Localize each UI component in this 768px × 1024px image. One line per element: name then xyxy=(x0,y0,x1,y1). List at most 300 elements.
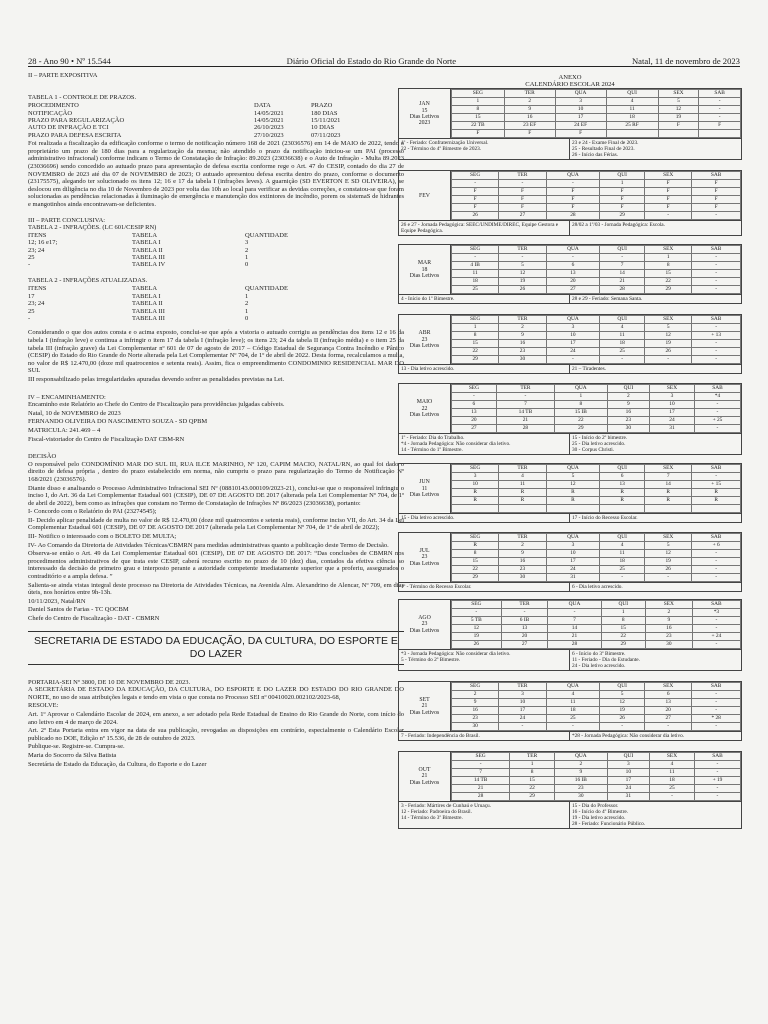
table-cell: 0 xyxy=(245,261,249,269)
day-cell: 4 IB xyxy=(452,262,499,270)
month-notes xyxy=(398,434,742,455)
weekday-cell: QUI xyxy=(606,90,658,98)
weekday-cell: SAB xyxy=(692,683,741,691)
table-cell: TABELA III xyxy=(132,315,165,322)
table-cell: 07/11/2023 xyxy=(311,131,341,139)
day-cell: R xyxy=(645,497,692,505)
day-cell: - xyxy=(499,254,546,262)
day-cell: 18 xyxy=(546,707,600,715)
note-line: 14 - Término do 1º Bimestre. xyxy=(401,447,463,454)
day-cell: R xyxy=(452,489,499,497)
month-label xyxy=(399,245,451,294)
day-cell: - xyxy=(546,254,600,262)
day-cell: 12 xyxy=(499,270,546,278)
day-cell: 13 xyxy=(600,481,645,489)
note-line: 19 - Dia letivo acrescido. xyxy=(572,815,626,821)
day-cell: 11 xyxy=(546,699,600,707)
day-cell: 23 xyxy=(499,348,546,356)
ordinance-line: Maria do Socorro da Silva Batista xyxy=(28,751,117,759)
weekday-cell: SAB xyxy=(694,753,740,761)
weekday-cell: SEX xyxy=(658,90,699,98)
day-cell: 4 xyxy=(600,542,645,550)
note-line: 24 - Dia letivo acrescido. xyxy=(572,663,626,669)
day-cell: 17 xyxy=(607,777,649,785)
weekday-cell: QUI xyxy=(600,246,645,254)
day-cell: - xyxy=(692,286,741,294)
day-cell: 8 xyxy=(601,617,645,625)
table-cell: 2 xyxy=(245,246,249,254)
section-heading: III – PARTE CONCLUSIVA: xyxy=(28,216,106,224)
week-row xyxy=(452,425,741,433)
day-cell: R xyxy=(692,497,741,505)
table-cell: 14/05/2021 xyxy=(254,117,284,124)
month-info: Dias Letivos xyxy=(409,343,440,350)
table-cell: TABELA I xyxy=(132,292,161,300)
week-row xyxy=(452,707,741,715)
weekday-cell: TER xyxy=(504,90,555,98)
week-row xyxy=(452,769,741,777)
day-cell: 14 TB xyxy=(452,777,510,785)
weekday-cell: QUA xyxy=(546,246,600,254)
notes-left xyxy=(399,514,570,522)
table-cell: TABELA II xyxy=(132,300,163,308)
day-cell: 1 xyxy=(452,98,505,106)
note-line: 1º - Término do Recesso Escolar. xyxy=(401,584,472,590)
note-line: 6 - Início do 3º Bimestre. xyxy=(572,651,626,657)
table-cell: 17 xyxy=(28,292,35,300)
note-line: 25 - Resultado Final de 2023. xyxy=(572,146,635,153)
day-cell: 11 xyxy=(452,270,499,278)
month-grid xyxy=(451,752,741,801)
day-cell: 25 xyxy=(600,348,645,356)
week-row xyxy=(452,254,741,262)
month-label xyxy=(399,752,451,801)
note-line: 12 - Feriado: Padroeira do Brasil. xyxy=(401,809,472,815)
day-cell: - xyxy=(694,793,740,801)
day-cell xyxy=(692,505,741,513)
month-info: 11 xyxy=(421,485,428,492)
day-cell: - xyxy=(692,641,740,649)
note-line: 23 e 24 - Exame Final de 2023. xyxy=(572,140,639,147)
day-cell: 16 xyxy=(504,114,555,122)
table-row xyxy=(28,239,345,246)
weekday-cell: TER xyxy=(499,534,546,542)
month-info: Dias Letivos xyxy=(409,412,440,419)
month-label xyxy=(399,315,451,364)
day-cell xyxy=(546,505,600,513)
table-cell: TABELA IV xyxy=(132,261,166,269)
day-cell: 22 xyxy=(601,633,645,641)
day-cell: F xyxy=(692,188,741,196)
note-line: 26 e 27 - Jornada Pedagógica: SEEC/UNDIME/DIREC, Equipe Gestora e Equipe Pedagógica. xyxy=(401,222,559,235)
report-paragraph: Foi realizada a fiscalização da edificação conforme o termo de notificação número 168 de 2021 (23036576) em 14 de MAIO de 2022, tendo o proprietário um prazo de 180 dias para a regularização da mesma; não atendido o prazo da notificação iniciou-se um PAI (processo administrativo infracional) conforme indicam o Termo de Constatação de Infração: 89.2023 (23036638) e o Auto de Infração - Multa 89.2023 (23036696) sendo concedido ao autuado prazo para apresentação de defesa escrita conforme rege o Art. 47 do CESIP, contado do dia 27 de NOVEMBRO de 2023 até dia 07 de NOVEMBRO de 2023; O autuado apresentou defesa escrita dentro do prazo, conforme o documento (23175575), alegando ter solucionado os itens 12; 16 e 17 da tabela I (infrações leves). A guarnição (SD EVERTON E SD OLIVEIRA), se deslocou em diligência no dia 10 de Novembro de 2023 por volta das 10h ao local para verificar as devidas correções, e constatou-se que foram solucionadas as pendências relacionadas à iluminação de emergência e manutenção dos extintores de incêndio, porem os sistemaS de hidrantes e mangotinhos ainda encontravam-se deficientes. xyxy=(28,140,404,208)
day-cell: - xyxy=(452,761,510,769)
day-cell: 10 xyxy=(499,699,546,707)
table-row xyxy=(28,315,345,322)
notes-right xyxy=(570,514,741,522)
weekday-cell: SEG xyxy=(452,534,499,542)
month-name: MAIO xyxy=(416,399,433,406)
day-cell: 25 RF xyxy=(606,122,658,130)
notes-left xyxy=(399,802,570,828)
forwarding-line: MATRICULA: 241.469 – 4 xyxy=(28,426,101,434)
month-notes xyxy=(398,732,742,741)
day-cell: 26 xyxy=(645,348,692,356)
table-header-cell: TABELA xyxy=(132,285,158,293)
table-cell: NOTIFICAÇÃO xyxy=(28,109,73,117)
day-cell: 23 xyxy=(555,785,608,793)
day-cell: - xyxy=(692,356,741,364)
day-cell: 6 IB xyxy=(501,617,548,625)
week-row xyxy=(452,723,741,731)
weekday-cell: TER xyxy=(499,316,546,324)
day-cell: 23 xyxy=(607,417,649,425)
table-row xyxy=(28,254,345,261)
notes-left xyxy=(399,434,570,454)
day-cell: 4 xyxy=(546,691,600,699)
month-name: JUN xyxy=(419,479,430,486)
day-cell: - xyxy=(692,348,741,356)
table-header-cell: QUANTIDADE xyxy=(245,285,288,293)
day-cell xyxy=(499,505,546,513)
day-cell: 29 xyxy=(601,641,645,649)
day-cell: 15 xyxy=(510,777,555,785)
day-cell: 2 xyxy=(504,98,555,106)
decision-line: Observa-se então o Art. 49 da Lei Complementar Estadual 601 (CESIP), DE 07 DE AGOSTO DE 2017: “Das conclusões de CBMRN nos procedimentos administrativos de que trata este CESIP, caberá recurso escrito no prazo de 10 (dez) dias, contados da efetiva ciência ao interessado da decisão de primeiro grau e interposto perante a autoridade competente imediatamente superior que a proferiu, assegurados o contraditório e a ampla defesa. ” xyxy=(28,550,404,581)
day-cell: - xyxy=(546,356,600,364)
day-cell: F xyxy=(555,130,606,138)
table-cell: PRAZO PARA DEFESA ESCRITA xyxy=(28,131,122,139)
day-cell: 7 xyxy=(600,262,645,270)
weekday-cell: SAB xyxy=(692,601,740,609)
notes-right xyxy=(570,583,741,591)
calendar-month-block xyxy=(398,170,742,236)
day-cell: 13 xyxy=(645,699,692,707)
calendar-month xyxy=(398,88,742,139)
month-label xyxy=(399,682,451,731)
day-cell: F xyxy=(452,188,499,196)
day-cell: 11 xyxy=(606,106,658,114)
day-cell: 29 xyxy=(645,286,692,294)
table1-title: TABELA 1 - CONTROLE DE PRAZOS. xyxy=(28,93,137,101)
day-cell: 20 xyxy=(546,278,600,286)
week-row xyxy=(452,609,741,617)
day-cell: 2 xyxy=(645,609,692,617)
weekday-cell: QUI xyxy=(601,601,645,609)
table-cell: 10 DIAS xyxy=(311,124,335,132)
day-cell: 10 xyxy=(546,550,600,558)
day-cell: 9 xyxy=(504,106,555,114)
conclusion-paragraph: Considerando o que dos autos consta e o acima exposto, conclui-se que após a vistoria o autuado corrigiu as pendências dos itens 12 e 16 da tabela I (infração leve) e continua a infringir o item 17 da tabela I (infração leve); os itens 23; 24 da tabela II (infração média) e o item 25 da tabela III (infração grave) da Lei Complementar nº 601 de 07 de agosto de 2017 – Código Estadual de Segurança Contra Incêndio e Pânico (CESIP) do Estado do Rio Grande do Norte alterada pela Lei Complementar Nº 704, de 1º de abril de 2022. Desta forma, recalculamos a multa, no valor de R$ 12.470,00 (doze mil quatrocentos e setenta reais). Assim, fica o empreendimento CONDOMINIO RESIDENCIAL MAR DO SUL xyxy=(28,329,404,375)
day-cell: 6 xyxy=(600,473,645,481)
day-cell: 15 xyxy=(452,340,499,348)
month-label xyxy=(399,533,451,582)
updated-infractions-table xyxy=(28,285,345,322)
day-cell: 19 xyxy=(658,114,699,122)
day-cell: 5 TB xyxy=(452,617,502,625)
week-row xyxy=(452,409,741,417)
day-cell: 19 xyxy=(452,633,502,641)
day-cell: - xyxy=(694,409,740,417)
day-cell: 10 xyxy=(650,401,695,409)
day-cell: 10 xyxy=(452,481,499,489)
week-row xyxy=(452,262,741,270)
day-cell: 11 xyxy=(600,332,645,340)
table-cell: 2 xyxy=(245,300,249,308)
month-name: AGO xyxy=(418,615,431,622)
day-cell: 26 xyxy=(645,566,692,574)
day-cell: 25 xyxy=(546,715,600,723)
day-cell: + 25 xyxy=(694,417,740,425)
day-cell: 20 xyxy=(452,417,497,425)
day-cell: 15 xyxy=(452,558,499,566)
table-cell: 1 xyxy=(245,307,249,315)
month-grid xyxy=(451,600,741,649)
day-cell: 15 IB xyxy=(555,409,608,417)
weekday-cell: SEG xyxy=(452,246,499,254)
weekday-row xyxy=(452,172,741,180)
day-cell: 22 xyxy=(510,785,555,793)
week-row xyxy=(452,715,741,723)
day-cell: - xyxy=(645,574,692,582)
table-header-row xyxy=(28,232,345,239)
month-name: FEV xyxy=(419,192,430,199)
day-cell: - xyxy=(699,114,741,122)
day-cell: 7 xyxy=(496,401,554,409)
day-cell: - xyxy=(692,617,740,625)
month-grid xyxy=(451,89,741,138)
conclusion-paragraph-2: III responsabilizado pelas irregularidades apuradas devendo sofrer as penalidades previstas na Lei. xyxy=(28,375,285,383)
day-cell xyxy=(658,130,699,138)
day-cell: 3 xyxy=(499,691,546,699)
day-cell: 9 xyxy=(607,401,649,409)
calendar-month xyxy=(398,599,742,650)
section-heading: II – PARTE EXPOSITIVA xyxy=(28,72,98,79)
day-cell: 10 xyxy=(555,106,606,114)
day-cell: - xyxy=(645,723,692,731)
day-cell: 22 xyxy=(555,417,608,425)
table3-title: TABELA 2 - INFRAÇÕES ATUALIZADAS. xyxy=(28,276,148,284)
day-cell: 5 xyxy=(645,542,692,550)
month-info: 22 xyxy=(421,405,428,412)
weekday-cell: TER xyxy=(501,601,548,609)
month-grid xyxy=(451,245,741,294)
day-cell: - xyxy=(692,625,740,633)
week-row xyxy=(452,574,741,582)
month-info: 18 xyxy=(421,266,428,273)
day-cell: 13 xyxy=(546,270,600,278)
weekday-cell: SEX xyxy=(645,172,692,180)
decision-line: Salienta-se ainda vistas integral deste processo na Diretoria de Atividades Técnicas, na Avenida Alm. Alexandrino de Alencar, Nº 709, em dias úteis, nos horários entre 9h-13h. xyxy=(28,581,404,597)
week-row xyxy=(452,196,741,204)
month-name: SET xyxy=(419,697,430,704)
weekday-cell: QUI xyxy=(600,316,645,324)
table-cell: 23; 24 xyxy=(28,300,45,308)
day-cell: 8 xyxy=(452,106,505,114)
day-cell: R xyxy=(600,489,645,497)
ordinance-block xyxy=(28,686,404,768)
week-row xyxy=(452,340,741,348)
weekday-cell: QUI xyxy=(607,753,649,761)
day-cell: F xyxy=(499,188,546,196)
day-cell: 24 xyxy=(607,785,649,793)
table-cell: 14/05/2021 xyxy=(254,109,284,117)
day-cell: 28 xyxy=(496,425,554,433)
day-cell: 8 xyxy=(645,262,692,270)
forwarding-line: FERNANDO OLIVEIRA DO NASCIMENTO SOUZA - SD QPBM xyxy=(28,418,208,426)
day-cell: F xyxy=(452,130,505,138)
note-line: 28 - Feriado: Funcionário Público. xyxy=(572,821,646,827)
table-row xyxy=(28,293,345,300)
calendar-month xyxy=(398,314,742,365)
day-cell: 2 xyxy=(555,761,608,769)
day-cell: 8 xyxy=(555,401,608,409)
day-cell xyxy=(645,505,692,513)
notes-right xyxy=(570,221,741,235)
table-header-row xyxy=(28,102,371,109)
week-row xyxy=(452,617,741,625)
weekday-cell: QUA xyxy=(555,90,606,98)
table-row xyxy=(28,132,371,139)
decision-block xyxy=(28,461,404,623)
calendar-month xyxy=(398,244,742,295)
weekday-cell: QUA xyxy=(555,385,608,393)
ordinance-line: Secretária de Estado da Educação, da Cultura, do Esporte e do Lazer xyxy=(28,760,207,768)
day-cell: F xyxy=(546,188,600,196)
day-cell: 14 xyxy=(600,270,645,278)
weekday-cell: SEG xyxy=(452,753,510,761)
day-cell: *4 xyxy=(694,393,740,401)
day-cell: - xyxy=(692,212,741,220)
day-cell: 16 xyxy=(645,625,692,633)
table-cell: 25 xyxy=(28,253,35,261)
day-cell: - xyxy=(546,723,600,731)
decision-line: III- Notifico o interessado com o BOLETO DE MULTA; xyxy=(28,533,177,541)
weekday-cell: QUI xyxy=(600,683,645,691)
weekday-cell: TER xyxy=(499,683,546,691)
day-cell: 20 xyxy=(501,633,548,641)
decision-line: IV- Ao Comando da Diretoria de Atividades Técnicas/CBMRN para medidas administrativas quanto a publicação deste Termo de Decisão. xyxy=(28,541,389,549)
day-cell: 11 xyxy=(499,481,546,489)
day-cell: 23 EF xyxy=(504,122,555,130)
day-cell: - xyxy=(600,254,645,262)
calendar-month-block xyxy=(398,532,742,592)
day-cell: R xyxy=(645,489,692,497)
ordinance-line: Art. 2º Esta Portaria entra em vigor na data de sua publicação, revogadas as disposições em contrário, especialmente o Calendário Escolar publicado no DOE, Edição nº 15.536, de 28 de outubro de 2023. xyxy=(28,727,404,742)
forwarding-heading: IV – ENCAMINHAMENTO: xyxy=(28,393,106,401)
day-cell: 21 xyxy=(452,785,510,793)
forwarding-line: Natal, 10 de NOVEMBRO de 2023 xyxy=(28,409,121,417)
notes-left xyxy=(399,365,570,373)
day-cell: - xyxy=(699,106,741,114)
week-row xyxy=(452,114,741,122)
month-notes xyxy=(398,365,742,374)
day-cell: 2 xyxy=(499,542,546,550)
month-info: 23 xyxy=(421,554,428,561)
calendar-months xyxy=(398,88,742,829)
day-cell: F xyxy=(692,196,741,204)
day-cell: 30 xyxy=(555,793,608,801)
day-cell: - xyxy=(501,609,548,617)
month-label xyxy=(399,464,451,513)
month-grid xyxy=(451,682,741,731)
weekday-cell: SEG xyxy=(452,385,497,393)
month-label xyxy=(399,600,451,649)
table-row xyxy=(28,110,371,117)
weekday-cell: SEX xyxy=(650,753,695,761)
day-cell: - xyxy=(692,473,741,481)
decision-line: Diante disso e analisando o Processo Administrativo Infracional SEI Nº (08810143.000109/2023-21), conclui-se que o responsável infringiu o inciso I, do Art. 36 da Lei Complementar Estadual 601 (CESIP), DE 07 DE AGOSTO DE 2017 (alterada pela Lei Complementar Nº 704, de 1º de abril de 2022), bem como as infrações que constam no Termo de Constatação de Infrações Nº 86/2023 (23036638), portanto: xyxy=(28,484,404,507)
day-cell: 16 xyxy=(499,340,546,348)
day-cell: 9 xyxy=(499,332,546,340)
day-cell: F xyxy=(546,204,600,212)
weekday-cell: SEX xyxy=(645,465,692,473)
month-info: Dias Letivos xyxy=(409,491,440,498)
day-cell: R xyxy=(600,497,645,505)
day-cell: 19 xyxy=(499,278,546,286)
day-cell: - xyxy=(692,270,741,278)
day-cell: 27 xyxy=(645,715,692,723)
day-cell: 17 xyxy=(650,409,695,417)
day-cell: - xyxy=(650,793,695,801)
day-cell: 26 xyxy=(452,641,502,649)
weekday-cell: SAB xyxy=(692,172,741,180)
calendar-month-block xyxy=(398,244,742,304)
weekday-row xyxy=(452,683,741,691)
weekday-cell: QUI xyxy=(600,172,645,180)
day-cell: 3 xyxy=(546,324,600,332)
week-row xyxy=(452,761,741,769)
week-row xyxy=(452,691,741,699)
month-info: 2023 xyxy=(418,120,431,127)
note-line: 1º - Feriado: Confraternização Universal. xyxy=(401,140,489,147)
weekday-cell: SEX xyxy=(645,316,692,324)
day-cell: 30 xyxy=(645,641,692,649)
table-cell: AUTO DE INFRAÇÃO E TCI xyxy=(28,124,109,132)
month-notes xyxy=(398,650,742,671)
note-line: *3 - Jornada Pedagógica: Não considerar dia letivo. xyxy=(401,651,511,657)
day-cell: + 24 xyxy=(692,633,740,641)
week-row xyxy=(452,550,741,558)
weekday-cell: TER xyxy=(499,172,546,180)
day-cell: - xyxy=(694,785,740,793)
day-cell: - xyxy=(692,550,741,558)
ordinance-line: A SECRETÁRIA DE ESTADO DA EDUCAÇÃO, DA CULTURA, DO ESPORTE E DO LAZER DO ESTADO DO RIO GRANDE DO NORTE, no uso de suas atribuições legais e tendo em vista o que consta no Processo SEI nº 00410020.002102/2023-68, xyxy=(28,686,404,701)
month-label xyxy=(399,384,451,433)
infractions-table xyxy=(28,232,345,269)
day-cell: 12 xyxy=(645,550,692,558)
day-cell: 29 xyxy=(555,425,608,433)
decision-line: Chefe do Centro de Fiscalização - DAT - CBMRN xyxy=(28,615,160,622)
day-cell: - xyxy=(452,609,502,617)
calendar-month xyxy=(398,463,742,514)
note-line: 16 - Início do 4º Bimestre. xyxy=(572,809,629,815)
day-cell: - xyxy=(692,340,741,348)
note-line: 15 - Início do 2º bimestre. xyxy=(572,435,628,442)
day-cell: 4 xyxy=(499,473,546,481)
day-cell xyxy=(699,130,741,138)
day-cell: 25 xyxy=(650,785,695,793)
day-cell: 16 xyxy=(499,558,546,566)
table-row xyxy=(28,308,345,315)
day-cell: 27 xyxy=(499,212,546,220)
left-column xyxy=(28,72,404,769)
weekday-cell: QUA xyxy=(546,683,600,691)
note-line: 3 - Feriado: Mártires de Cunhaú e Uruaçu. xyxy=(401,803,492,809)
note-line: 5 - Término do 2º Bimestre. xyxy=(401,657,461,663)
notes-left xyxy=(399,732,570,740)
table-cell: 23; 24 xyxy=(28,246,45,254)
